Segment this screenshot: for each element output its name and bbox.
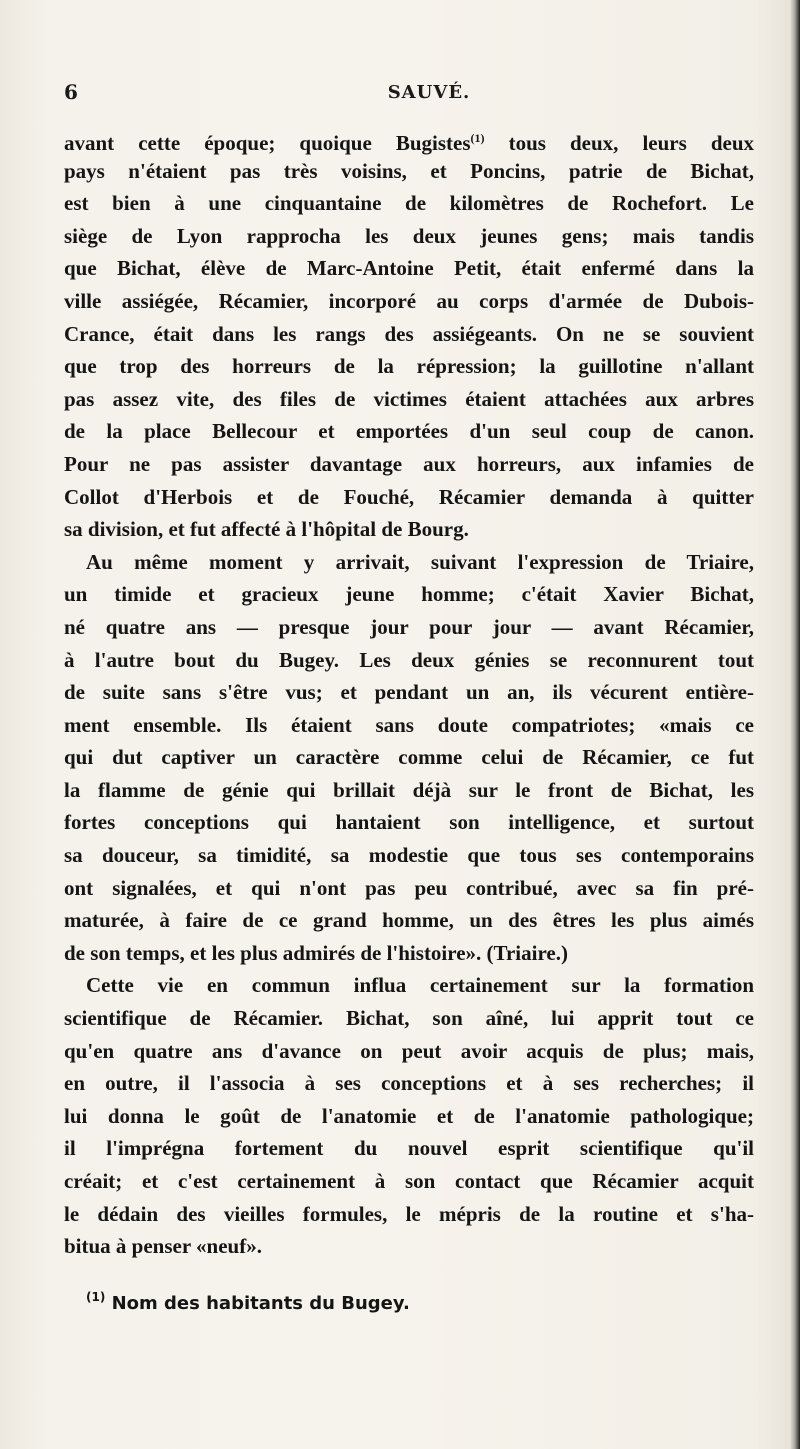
text-line <box>64 546 754 579</box>
text-line <box>64 741 754 774</box>
text-line-content: créait; et c'est certainement à son contact que Récamier acquit <box>64 1169 754 1193</box>
text-line-content: fortes conceptions qui hantaient son intelligence, et surtout <box>64 810 754 835</box>
text-line-content: est bien à une cinquantaine de kilomètres de Rochefort. Le <box>64 191 754 216</box>
text-line <box>64 937 754 970</box>
text-line-content: la flamme de génie qui brillait déjà sur le front de Bichat, les <box>64 777 754 802</box>
text-line-content: qu'en quatre ans d'avance on peut avoir acquis de plus; mais, <box>64 1038 754 1063</box>
text-line-content: pays n'étaient pas très voisins, et Poncins, patrie de Bichat, <box>64 158 754 183</box>
text-line <box>64 1035 754 1068</box>
text-line <box>64 122 754 155</box>
text-line <box>64 285 754 318</box>
text-line-content: que trop des horreurs de la répression; la guillotine n'allant <box>64 354 754 379</box>
page-number: 6 <box>64 80 78 104</box>
text-line-content: à l'autre bout du Bugey. Les deux génies se reconnurent tout <box>64 647 754 672</box>
text-line-content: scientifique de Récamier. Bichat, son aîné, lui apprit tout ce <box>64 1006 754 1031</box>
text-line <box>64 1132 754 1165</box>
text-line <box>64 350 754 383</box>
text-line-content: maturée, à faire de ce grand homme, un des êtres les plus aimés <box>64 908 754 933</box>
text-line-content: avant cette époque; quoique Bugistes <box>64 131 471 155</box>
footnote-text: Nom des habitants du Bugey. <box>105 1293 410 1314</box>
text-line-content: Crance, était dans les rangs des assiégeants. On ne se souvient <box>64 321 754 346</box>
text-line <box>64 513 754 546</box>
text-line <box>64 1198 754 1231</box>
text-line <box>64 1002 754 1035</box>
text-line <box>64 1230 754 1263</box>
text-line-content: sa douceur, sa timidité, sa modestie que tous ses contemporains <box>64 843 754 868</box>
text-line <box>64 644 754 677</box>
text-line <box>64 318 754 351</box>
text-line <box>64 578 754 611</box>
page-edge-shadow <box>790 0 800 1449</box>
text-line <box>64 155 754 188</box>
text-line <box>64 383 754 416</box>
text-line <box>64 872 754 905</box>
text-line <box>64 481 754 514</box>
text-line <box>64 252 754 285</box>
text-line <box>64 220 754 253</box>
text-line <box>64 806 754 839</box>
text-line-content: de suite sans s'être vus; et pendant un an, ils vécurent entière- <box>64 680 754 705</box>
text-line-continuation: tous deux, leurs deux <box>484 131 754 155</box>
page-header <box>64 80 754 110</box>
footnote-reference: (1) <box>470 131 485 145</box>
text-line-content: il l'imprégna fortement du nouvel esprit scientifique qu'il <box>64 1136 754 1161</box>
footnote <box>86 1290 410 1314</box>
text-line-content: lui donna le goût de l'anatomie et de l'anatomie pathologique; <box>64 1103 754 1128</box>
text-line <box>64 415 754 448</box>
text-line <box>64 709 754 742</box>
text-line-content: le dédain des vieilles formules, le mépris de la routine et s'ha- <box>64 1201 754 1226</box>
text-line-content: Pour ne pas assister davantage aux horreurs, aux infamies de <box>64 451 754 476</box>
footnote-marker: (1) <box>86 1290 106 1304</box>
text-line <box>64 969 754 1002</box>
text-line-content: qui dut captiver un caractère comme celui de Récamier, ce fut <box>64 745 754 770</box>
text-line-content: sa division, et fut affecté à l'hôpital de Bourg. <box>64 517 469 542</box>
text-line <box>64 839 754 872</box>
running-head: SAUVÉ. <box>387 82 471 103</box>
text-line <box>64 1165 754 1198</box>
text-line <box>64 676 754 709</box>
text-line-content: ment ensemble. Ils étaient sans doute compatriotes; «mais ce <box>64 712 754 737</box>
text-line-content: Collot d'Herbois et de Fouché, Récamier demanda à quitter <box>64 484 754 509</box>
text-line-content: bitua à penser «neuf». <box>64 1234 262 1259</box>
text-line-content: que Bichat, élève de Marc-Antoine Petit, était enfermé dans la <box>64 256 754 281</box>
text-line <box>64 611 754 644</box>
text-line-content: Cette vie en commun influa certainement sur la formation <box>86 973 754 998</box>
text-line-content: pas assez vite, des files de victimes étaient attachées aux arbres <box>64 386 754 411</box>
text-line-content: né quatre ans — presque jour pour jour — avant Récamier, <box>64 614 754 639</box>
text-line <box>64 187 754 220</box>
text-line-content: de la place Bellecour et emportées d'un seul coup de canon. <box>64 419 754 444</box>
text-line <box>64 1100 754 1133</box>
text-line <box>64 774 754 807</box>
text-line <box>64 904 754 937</box>
text-line-content: en outre, il l'associa à ses conceptions et à ses recherches; il <box>64 1071 754 1096</box>
text-line-content: de son temps, et les plus admirés de l'histoire». (Triaire.) <box>64 940 568 965</box>
text-line-content: un timide et gracieux jeune homme; c'était Xavier Bichat, <box>64 582 754 607</box>
text-line-content: Au même moment y arrivait, suivant l'expression de Triaire, <box>86 549 754 574</box>
text-line <box>64 1067 754 1100</box>
text-line-content: siège de Lyon rapprocha les deux jeunes gens; mais tandis <box>64 223 754 248</box>
text-line-content: ville assiégée, Récamier, incorporé au corps d'armée de Dubois- <box>64 288 754 313</box>
text-line-content: ont signalées, et qui n'ont pas peu contribué, avec sa fin pré- <box>64 875 754 900</box>
text-line <box>64 448 754 481</box>
body-text <box>64 122 754 1263</box>
